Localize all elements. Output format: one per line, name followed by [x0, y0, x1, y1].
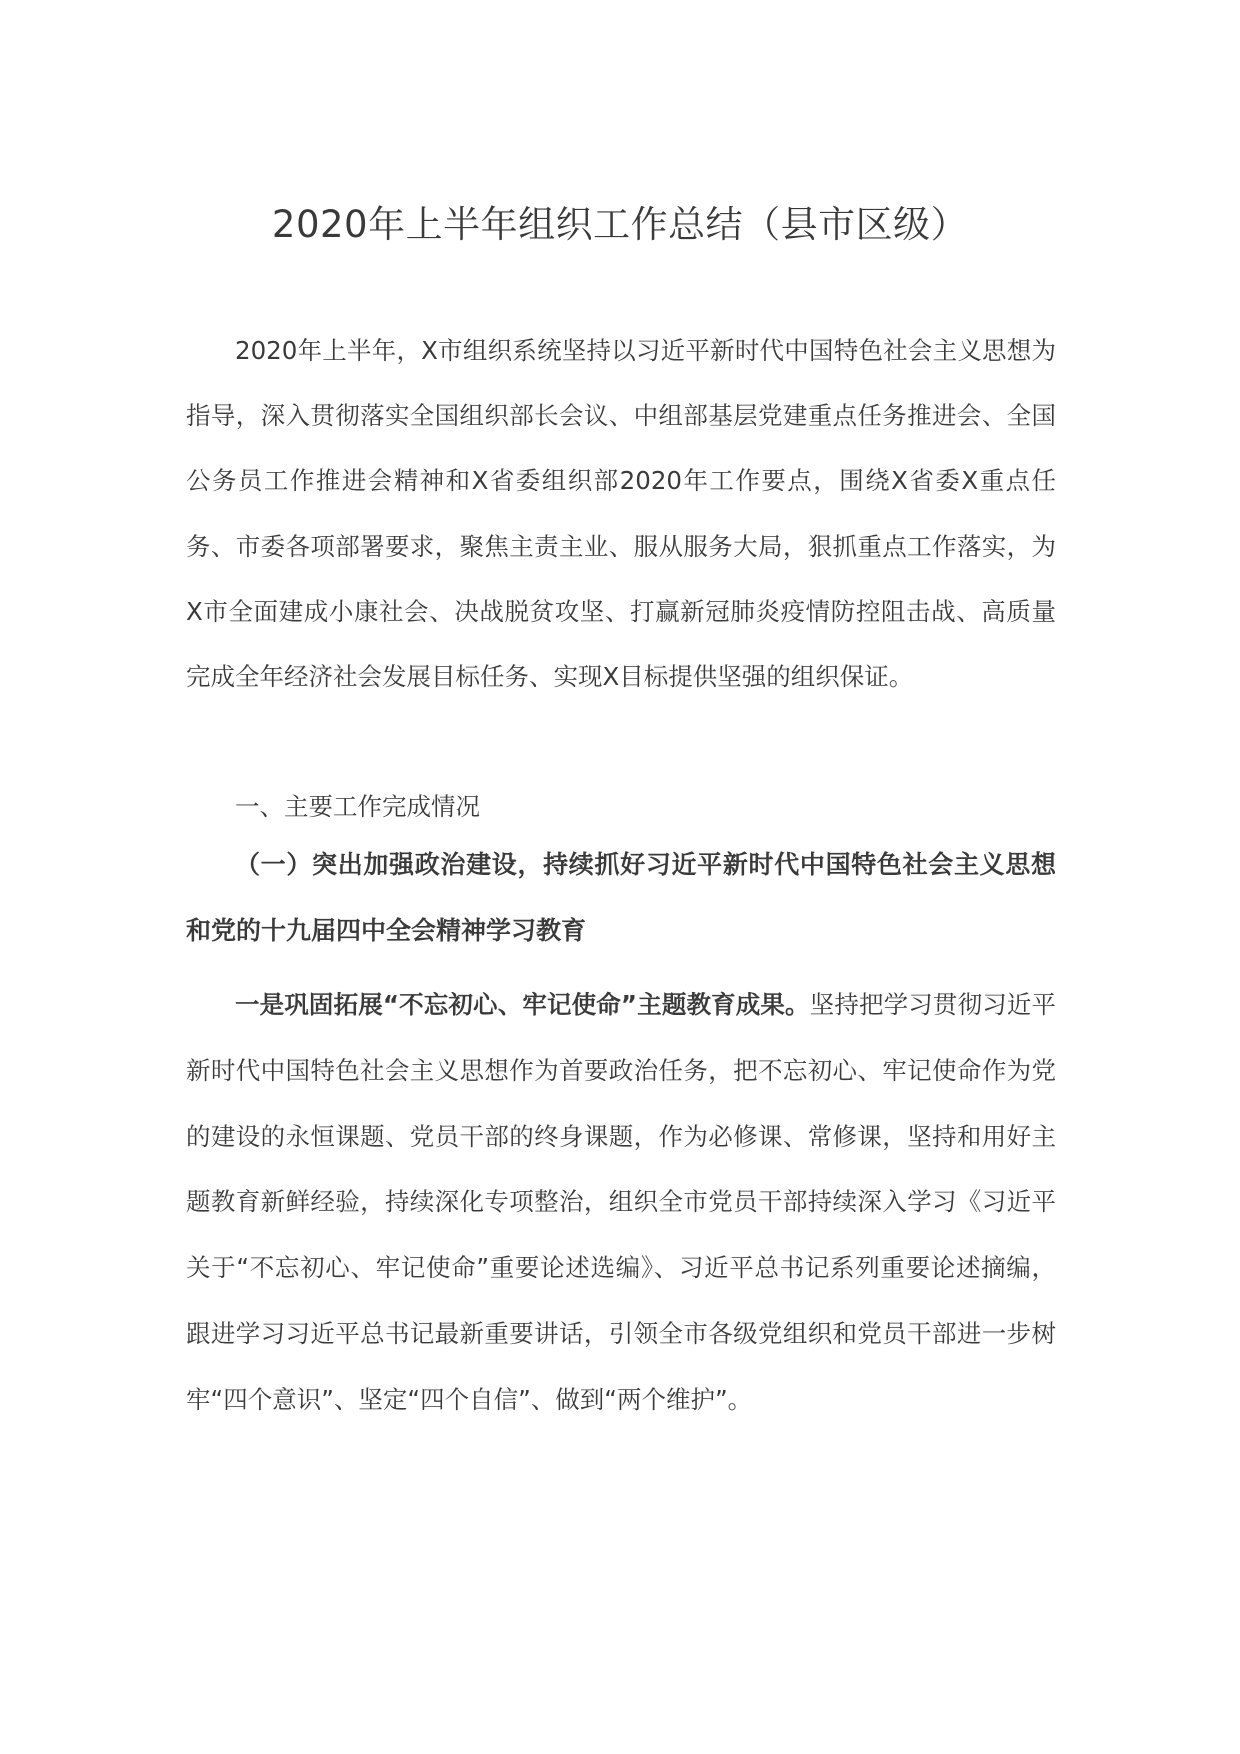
subsection-heading: （一）突出加强政治建设，持续抓好习近平新时代中国特色社会主义思想和党的十九届四中全会精神学习教育	[186, 850, 1056, 945]
item-paragraph	[186, 972, 1056, 1433]
item-body: 坚持把学习贯彻习近平新时代中国特色社会主义思想作为首要政治任务，把不忘初心、牢记使命作为党的建设的永恒课题、党员干部的终身课题，作为必修课、常修课，坚持和用好主题教育新鲜经验，持续深化专项整治，组织全市党员干部持续深入学习《习近平关于“不忘初心、牢记使命”重要论述选编》、习近平总书记系列重要论述摘编，跟进学习习近平总书记最新重要讲话，引领全市各级党组织和党员干部进一步树牢“四个意识”、坚定“四个自信”、做到“两个维护”。	[186, 990, 1057, 1414]
document-title: 2020年上半年组织工作总结（县市区级）	[271, 203, 969, 246]
item-lead: 一是巩固拓展“不忘初心、牢记使命”主题教育成果。	[235, 990, 810, 1019]
intro-paragraph: 2020年上半年，X市组织系统坚持以习近平新时代中国特色社会主义思想为指导，深入贯彻落实全国组织部长会议、中组部基层党建重点任务推进会、全国公务员工作推进会精神和X省委组织部2020年工作要点，围绕X省委X重点任务、市委各项部署要求，聚焦主责主业、服从服务大局，狠抓重点工作落实，为X市全面建成小康社会、决战脱贫攻坚、打赢新冠肺炎疫情防控阻击战、高质量完成全年经济社会发展目标任务、实现X目标提供坚强的组织保证。	[186, 336, 1056, 692]
section-heading: 一、主要工作完成情况	[235, 792, 480, 821]
